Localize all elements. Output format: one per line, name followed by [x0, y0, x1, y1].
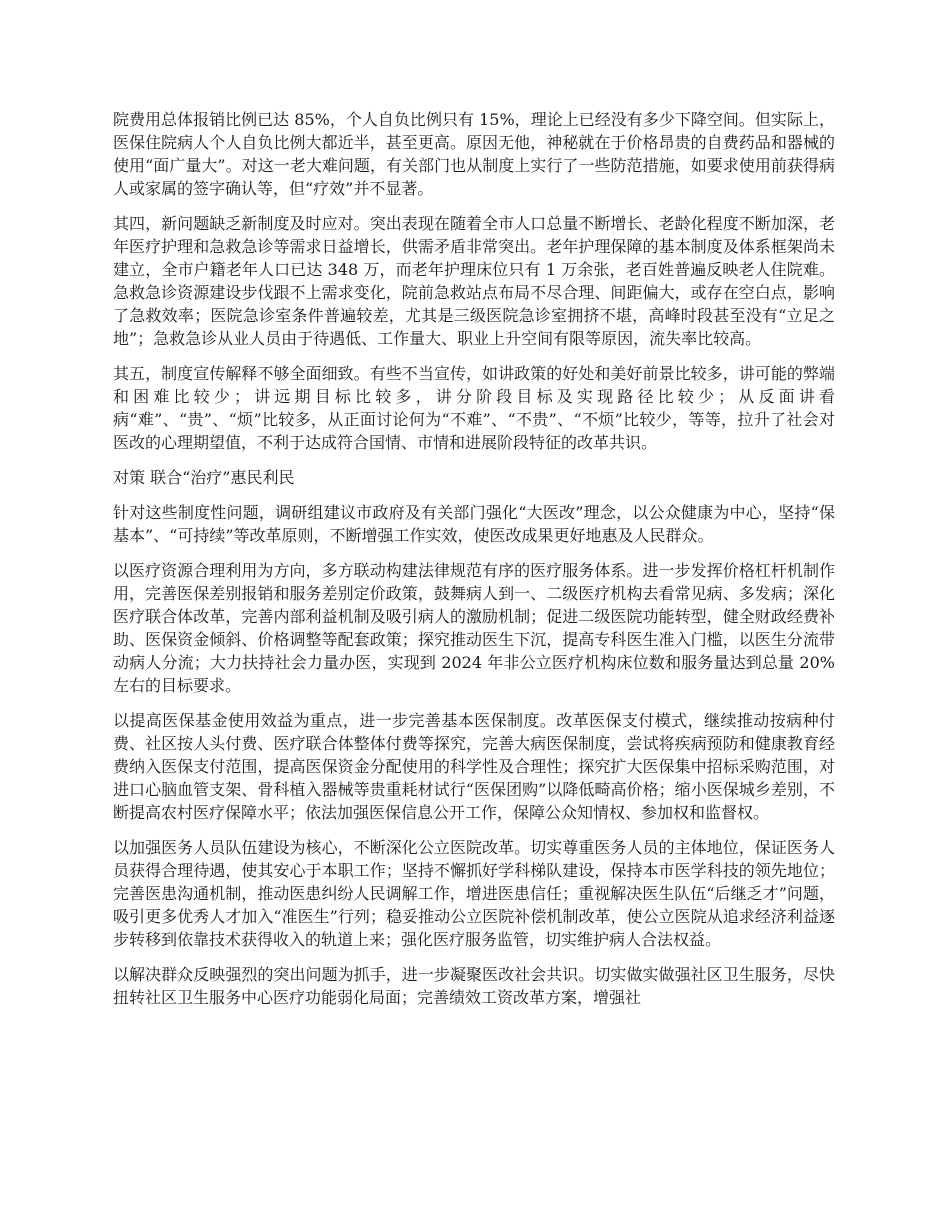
- paragraph-hospital-costs: 院费用总体报销比例已达 85%，个人自负比例只有 15%，理论上已经没有多少下降空间。但实际上，医保住院病人个人自负比例大都近半，甚至更高。原因无他，神秘就在于价格昂贵的自费药品和器械的使用“面广量大”。对这一老大难问题，有关部门也从制度上实行了一些防范措施，如要求使用前获得病人或家属的签字确认等，但“疗效”并不显著。: [113, 110, 835, 198]
- document-page: [113, 108, 835, 1021]
- paragraph-medical-insurance: 以提高医保基金使用效益为重点，进一步完善基本医保制度。改革医保支付模式，继续推动按病种付费、社区按人头付费、医疗联合体整体付费等探究，完善大病医保制度，尝试将疾病预防和健康教育经费纳入医保支付范围，提高医保资金分配使用的科学性及合理性；探究扩大医保集中招标采购范围，对进口心脑血管支架、骨科植入器械等贵重耗材试行“医保团购”以降低畸高价格；缩小医保城乡差别，不断提高农村医疗保障水平；依法加强医保信息公开工作，保障公众知情权、参加权和监督权。: [113, 711, 835, 822]
- paragraph-recommendation-intro: 针对这些制度性问题，调研组建议市政府及有关部门强化“大医改”理念，以公众健康为中心，坚持“保基本”、“可持续”等改革原则，不断增强工作实效，使医改成果更好地惠及人民群众。: [113, 503, 835, 545]
- paragraph-public-consensus: 以解决群众反映强烈的突出问题为抓手，进一步凝聚医改社会共识。切实做实做强社区卫生服务，尽快扭转社区卫生服务中心医疗功能弱化局面；完善绩效工资改革方案，增强社: [113, 965, 835, 1007]
- section-heading: 对策 联合“治疗”惠民利民: [113, 468, 295, 487]
- paragraph-point-five: 其五，制度宣传解释不够全面细致。有些不当宣传，如讲政策的好处和美好前景比较多，讲可能的弊端和困难比较少；讲远期目标比较多，讲分阶段目标及实现路径比较少；从反面讲看病“难”、“贵”、“烦”比较多，从正面讨论何为“不难”、“不贵”、“不烦”比较少，等等，拉升了社会对医改的心理期望值，不利于达成符合国情、市情和进展阶段特征的改革共识。: [113, 364, 835, 452]
- paragraph-point-four: 其四，新问题缺乏新制度及时应对。突出表现在随着全市人口总量不断增长、老龄化程度不断加深，老年医疗护理和急救急诊等需求日益增长，供需矛盾非常突出。老年护理保障的基本制度及体系框架尚未建立，全市户籍老年人口已达 348 万，而老年护理床位只有 1 万余张，老百姓普遍反映老人住院难。急救急诊资源建设步伐跟不上需求变化，院前急救站点布局不尽合理、间距偏大，或存在空白点，影响了急救效率；医院急诊室条件普遍较差，尤其是三级医院急诊室拥挤不堪，高峰时段甚至没有“立足之地”；急救急诊从业人员由于待遇低、工作量大、职业上升空间有限等原因，流失率比较高。: [113, 214, 835, 348]
- paragraph-medical-resources: 以医疗资源合理利用为方向，多方联动构建法律规范有序的医疗服务体系。进一步发挥价格杠杆机制作用，完善医保差别报销和服务差别定价政策，鼓舞病人到一、二级医疗机构去看常见病、多发病；深化医疗联合体改革，完善内部利益机制及吸引病人的激励机制；促进二级医院功能转型，健全财政经费补助、医保资金倾斜、价格调整等配套政策；探究推动医生下沉，提高专科医生准入门槛，以医生分流带动病人分流；大力扶持社会力量办医，实现到 2024 年非公立医疗机构床位数和服务量达到总量 20%左右的目标要求。: [113, 561, 835, 695]
- paragraph-medical-staff: 以加强医务人员队伍建设为核心，不断深化公立医院改革。切实尊重医务人员的主体地位，保证医务人员获得合理待遇，使其安心于本职工作；坚持不懈抓好学科梯队建设，保持本市医学科技的领先地位；完善医患沟通机制，推动医患纠纷人民调解工作，增进医患信任；重视解决医生队伍“后继乏才”问题，吸引更多优秀人才加入“准医生”行列；稳妥推动公立医院补偿机制改革，使公立医院从追求经济利益逐步转移到依靠技术获得收入的轨道上来；强化医疗服务监管，切实维护病人合法权益。: [113, 838, 835, 949]
